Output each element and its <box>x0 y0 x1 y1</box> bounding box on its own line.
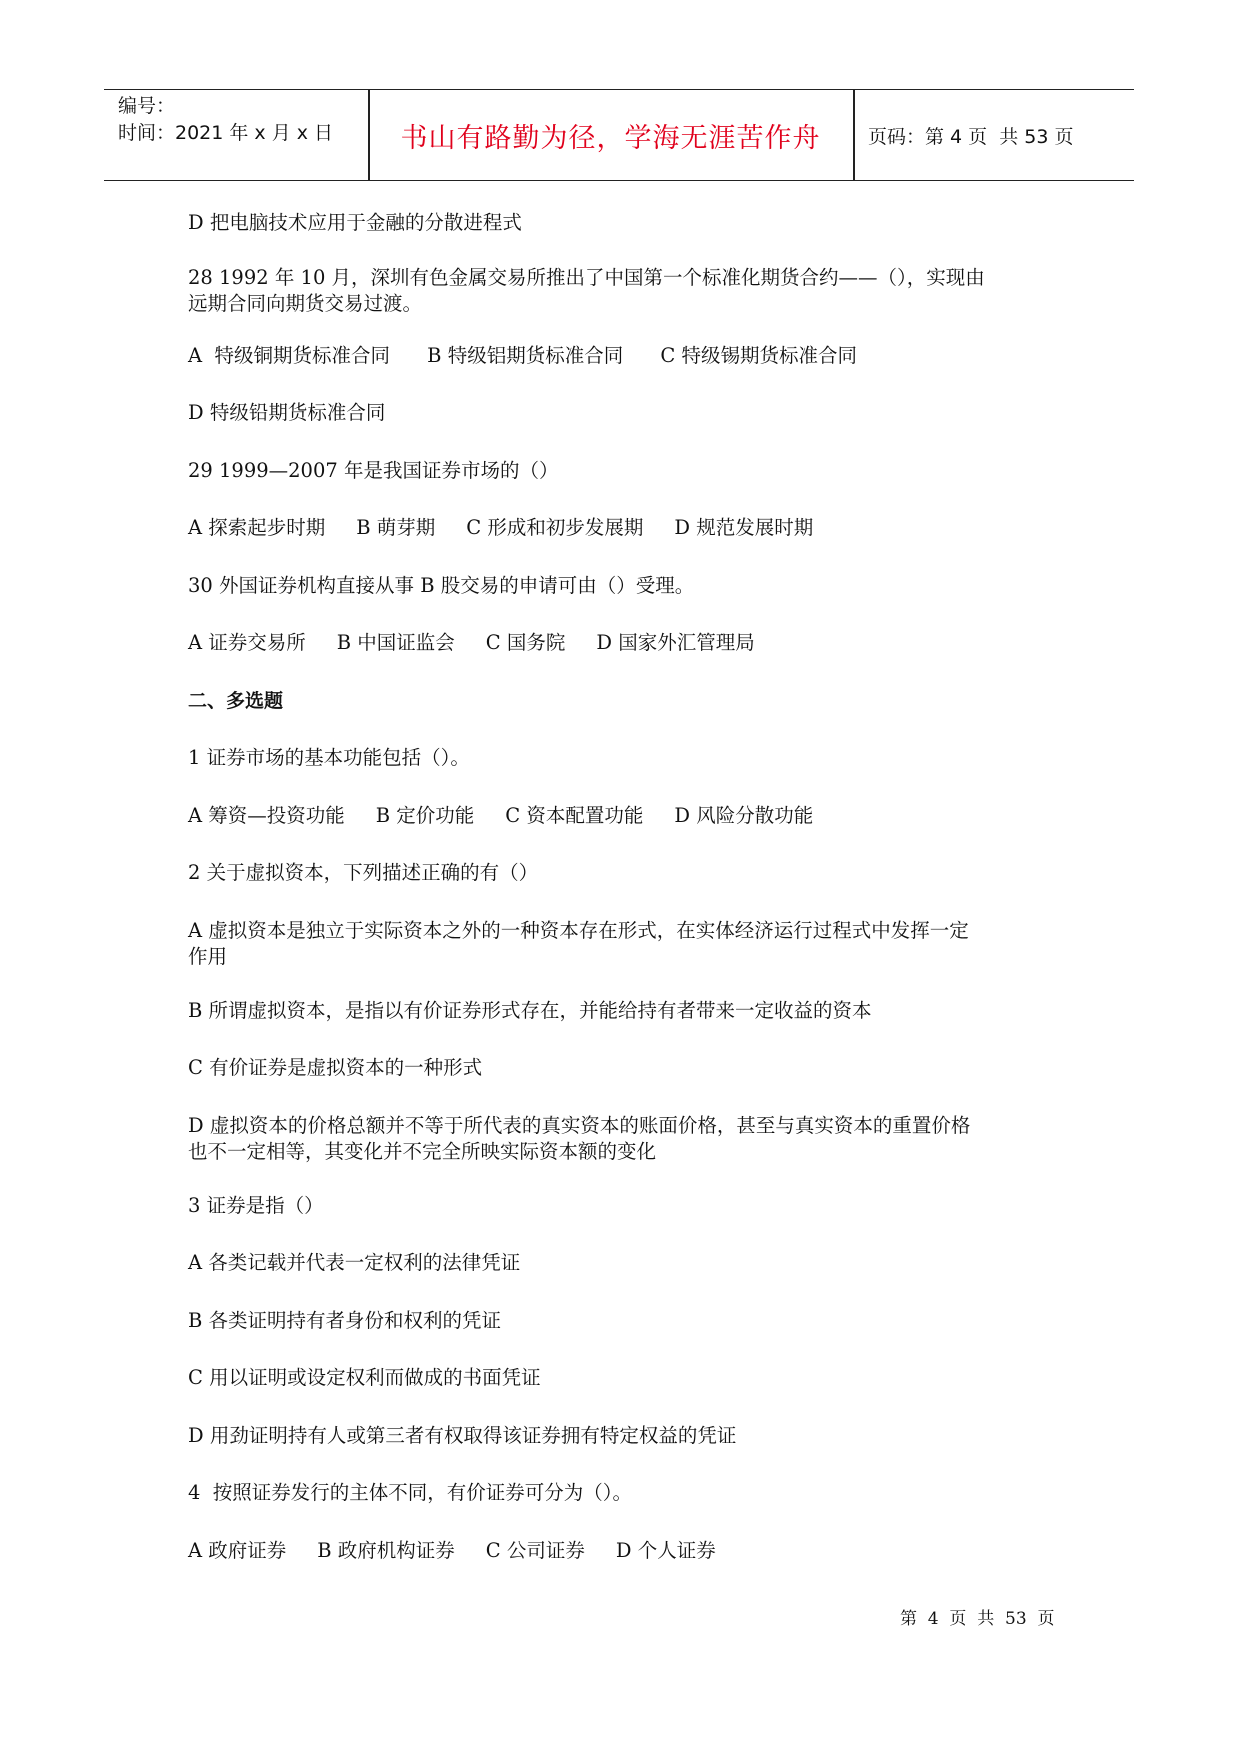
question-30: 30 外国证券机构直接从事 B 股交易的申请可由（）受理。 <box>188 574 695 597</box>
option-line: A 虚拟资本是独立于实际资本之外的一种资本存在形式，在实体经济运行过程式中发挥一定 作用 <box>188 919 969 968</box>
header-motto: 书山有路勤为径，学海无涯苦作舟 <box>400 122 821 154</box>
option-line: D 虚拟资本的价格总额并不等于所代表的真实资本的账面价格，甚至与真实资本的重置价格 也不一定相等，其变化并不完全所映实际资本额的变化 <box>188 1114 971 1163</box>
option-line: C 用以证明或设定权利而做成的书面凭证 <box>188 1366 541 1389</box>
header-page-label: 页码：第 4 页 共 53 页 <box>868 125 1074 148</box>
options-29: A 探索起步时期 B 萌芽期 C 形成和初步发展期 D 规范发展时期 <box>188 516 814 539</box>
options-m4: A 政府证券 B 政府机构证券 C 公司证券 D 个人证券 <box>188 1539 716 1562</box>
document-number-label: 编号： <box>118 95 176 117</box>
question-m4: 4 按照证券发行的主体不同，有价证券可分为（）。 <box>188 1481 633 1504</box>
option-line: D 把电脑技术应用于金融的分散进程式 <box>188 211 522 234</box>
option-line: B 所谓虚拟资本，是指以有价证券形式存在，并能给持有者带来一定收益的资本 <box>188 999 872 1022</box>
options-30: A 证券交易所 B 中国证监会 C 国务院 D 国家外汇管理局 <box>188 631 755 654</box>
question-29: 29 1999—2007 年是我国证券市场的（） <box>188 459 559 482</box>
page-footer: 第 4 页 共 53 页 <box>900 1609 1055 1629</box>
options-m1: A 筹资—投资功能 B 定价功能 C 资本配置功能 D 风险分散功能 <box>188 804 814 827</box>
header-meta <box>118 90 368 183</box>
header-divider-right <box>853 90 855 180</box>
question-28: 28 1992 年 10 月，深圳有色金属交易所推出了中国第一个标准化期货合约——（），实现由 远期合同向期货交易过渡。 <box>188 266 985 315</box>
question-m1: 1 证券市场的基本功能包括（）。 <box>188 746 470 769</box>
option-line: C 有价证券是虚拟资本的一种形式 <box>188 1056 483 1079</box>
question-m2: 2 关于虚拟资本，下列描述正确的有（） <box>188 861 539 884</box>
option-line: D 用劲证明持有人或第三者有权取得该证券拥有特定权益的凭证 <box>188 1424 737 1447</box>
option-line: A 各类记载并代表一定权利的法律凭证 <box>188 1251 521 1274</box>
section-heading: 二、多选题 <box>188 690 284 712</box>
options-28: A 特级铜期货标准合同 B 特级铝期货标准合同 C 特级锡期货标准合同 <box>188 344 858 367</box>
option-line: D 特级铅期货标准合同 <box>188 401 386 424</box>
page-header <box>104 89 1134 181</box>
document-time-label: 时间：2021 年 x 月 x 日 <box>118 122 334 144</box>
question-m3: 3 证券是指（） <box>188 1194 324 1217</box>
option-line: B 各类证明持有者身份和权利的凭证 <box>188 1309 502 1332</box>
